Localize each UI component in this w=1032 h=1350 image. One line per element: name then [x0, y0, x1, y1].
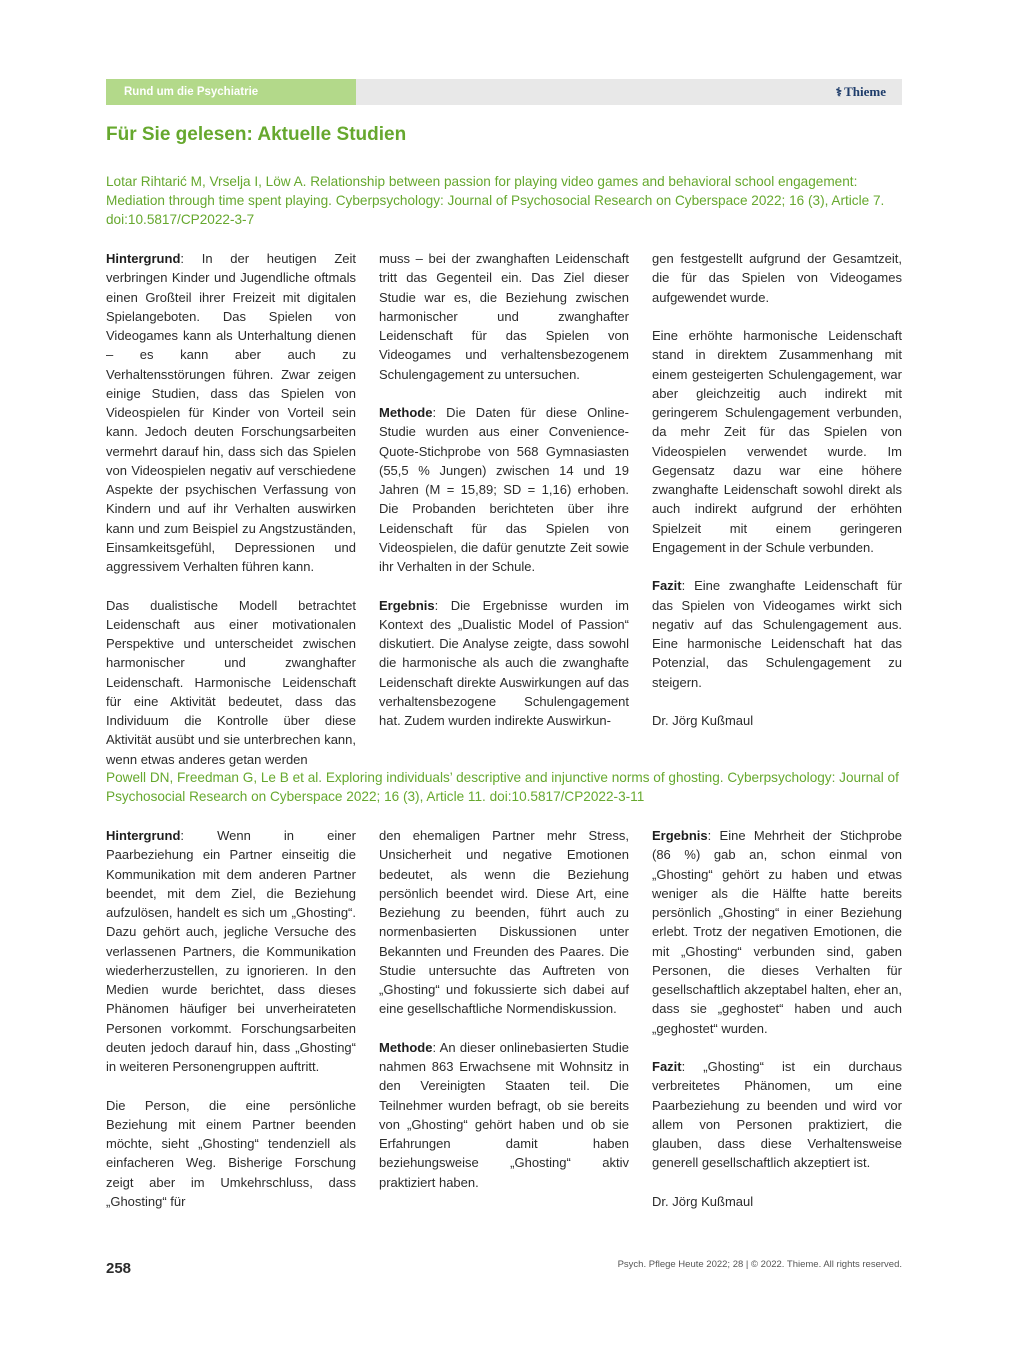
- methode-text: : An dieser onlinebasierten Studie nahmen 863 Erwachsene mit Wohnsitz in den Vereinigten Staaten teil. Die Teilnehmer wurden befragt, ob sie bereits von „Ghosting“ gehört haben und ob sie Erfahrungen damit haben beziehungsweise „Ghosting“ aktiv praktiziert haben.: [379, 1039, 629, 1190]
- hintergrund-label: Hintergrund: [106, 251, 181, 266]
- article-author: Dr. Jörg Kußmaul: [652, 713, 754, 728]
- article-2-citation: Powell DN, Freedman G, Le B et al. Exploring individuals’ descriptive and injunctive norms of ghosting. Cyberpsychology: Journal of Psychosocial Research on Cyberspace 2022; 16 (3), Article 11. doi:10.5817/CP2022-3-11: [106, 770, 899, 805]
- journal-info: Psych. Pflege Heute 2022; 28 | © 2022. Thieme. All rights reserved.: [617, 1259, 902, 1270]
- ergebnis-text: gen festgestellt aufgrund der Gesamtzeit, die für das Spielen von Videogames aufgewendet wurde.: [652, 251, 902, 305]
- fazit-label: Fazit: [652, 578, 682, 594]
- section-tag: Rund um die Psychiatrie: [106, 79, 356, 105]
- publisher-brand: [836, 79, 886, 105]
- article-1-column-3: [652, 249, 902, 730]
- ergebnis-text: Eine erhöhte harmonische Leidenschaft stand in direktem Zusammenhang mit einem gesteigerten Schulengagement, war aber gleichzeitig auch indirekt mit geringerem Schulengagement verbunden, da mehr Zeit für das Spielen von Videospielen verwendet wurde. Im Gegensatz dazu war eine höhere zwanghafte Leidenschaft sowohl direkt als auch indirekt aufgrund der erhöhten Spielzeit mit einem geringeren Engagement in der Schule verbunden.: [652, 328, 902, 555]
- ergebnis-text: : Eine Mehrheit der Stichprobe (86 %) gab an, schon einmal von „Ghosting“ gehört zu haben und etwas weniger als die Hälfte hatte bereits persönlich „Ghosting“ in einer Beziehung erlebt. Trotz der negativen Emotionen, die mit „Ghosting“ verbunden sind, gaben Personen, die dieses Verhalten für gesellschaftlich akzeptabel halten, eher an, dass sie „geghostet“ haben und auch „geghostet“ wurden.: [652, 828, 902, 1036]
- hintergrund-text: muss – bei der zwanghaften Leidenschaft tritt das Gegenteil ein. Das Ziel dieser Studie war es, die Beziehung zwischen harmonischer und zwanghafter Leidenschaft für das Spielen von Videogames und verhaltensbezogenem Schulengagement zu untersuchen.: [379, 251, 629, 382]
- article-2-column-2: [379, 826, 629, 1192]
- hintergrund-label: Hintergrund: [106, 828, 181, 843]
- article-2-column-1: [106, 826, 356, 1211]
- thieme-logo-icon: ⚕: [835, 85, 843, 99]
- hintergrund-text: den ehemaligen Partner mehr Stress, Unsicherheit und negative Emotionen bedeutet, als wenn die Beziehung persönlich beendet wird. Diese Art, eine Beziehung zu beenden, führt auch zu normenbasierten Diskussionen unter Bekannten und Freunden des Paares. Die Studie untersuchte das Auftreten von „Ghosting“ und fokussierte sich dabei auf eine gesellschaftliche Normendiskussion.: [379, 828, 629, 1017]
- article-author: Dr. Jörg Kußmaul: [652, 1193, 754, 1209]
- methode-text: : Die Daten für diese Online-Studie wurden aus einer Convenience-Quote-Stichprobe von 568 Gymnasiasten (55,5 % Jungen) zwischen 14 und 19 Jahren (M = 15,89; SD = 1,16) erhoben. Die Probanden berichteten über ihre Leidenschaft für das Spielen von Videospielen, die dafür genutzte Zeit sowie ihr Verhalten in der Schule.: [379, 405, 629, 574]
- article-1-citation: Lotar Rihtarić M, Vrselja I, Löw A. Relationship between passion for playing video games and behavioral school engagement: Mediation through time spent playing. Cyberpsychology: Journal of Psychosocial Research on Cyberspace 2022; 16 (3), Article 7. doi:10.5817/CP2022-3-7: [106, 174, 885, 228]
- article-2-column-3: [652, 826, 902, 1211]
- page-header: [106, 79, 902, 105]
- ergebnis-label: Ergebnis: [379, 597, 435, 613]
- page-title: Für Sie gelesen: Aktuelle Studien: [106, 124, 407, 145]
- brand-name: Thieme: [844, 84, 886, 99]
- fazit-label: Fazit: [652, 1059, 682, 1074]
- ergebnis-text: : Die Ergebnisse wurden im Kontext des „Dualistic Model of Passion“ diskutiert. Die Analyse zeigte, dass sowohl die harmonische als auch die zwanghafte Leidenschaft direkte Auswirkungen auf das verhaltensbezogene Schulengagement hat. Zudem wurden indirekte Auswirkun-: [379, 597, 629, 728]
- hintergrund-text: : Wenn in einer Paarbeziehung ein Partner einseitig die Kommunikation mit dem anderen Partner beendet, mit dem Ziel, die Beziehung aufzulösen, handelt es sich um „Ghosting“. Dazu gehört auch, jegliche Versuche des verlassenen Partners, die Kommunikation wiederherzustellen, zu ignorieren. In den Medien wurde berichtet, dass dieses Phänomen häufiger bei unverheirateten Personen vorkommt. Forschungsarbeiten deuten jedoch darauf hin, dass „Ghosting“ in weiteren Personengruppen auftritt.: [106, 828, 356, 1074]
- hintergrund-text: : In der heutigen Zeit verbringen Kinder und Jugendliche oftmals einen Großteil ihrer Freizeit mit digitalen Spielangeboten. Das Spielen von Videogames kann als Unterhaltung dienen – es kann aber auch zu Verhaltensstörungen führen. Zwar zeigen einige Studien, dass das Spielen von Videospielen für Kinder von Vorteil sein kann. Jedoch deuten Forschungsarbeiten vermehrt darauf hin, dass sich das Spielen von Videospielen negativ auf verschiedene Aspekte der psychischen Verfassung von Kindern und auf ihr Verhalten auswirken kann und zum Beispiel zu Angstzuständen, Einsamkeitsgefühl, Depressionen und aggressivem Verhalten führen kann.: [106, 251, 356, 574]
- ergebnis-label: Ergebnis: [652, 828, 708, 843]
- article-1-column-2: [379, 249, 629, 730]
- fazit-text: : Eine zwanghafte Leidenschaft für das Spielen von Videogames wirkt sich negativ auf das Schulengagement aus. Eine harmonische Leidenschaft hat das Potenzial, das Schulengagement zu steigern.: [652, 578, 902, 690]
- methode-label: Methode: [379, 405, 433, 420]
- page-number: 258: [106, 1260, 132, 1277]
- hintergrund-text: Die Person, die eine persönliche Beziehung mit einem Partner beenden möchte, sieht „Ghosting“ tendenziell als einfacheren Weg. Bisherige Forschung zeigt aber im Umkehrschluss, dass „Ghosting“ für: [106, 1097, 356, 1209]
- hintergrund-text: Das dualistische Modell betrachtet Leidenschaft aus einer motivationalen Perspektive und unterscheidet zwischen harmonischer und zwanghafter Leidenschaft. Harmonische Leidenschaft für eine Aktivität bedeutet, dass das Individuum die Kontrolle über diese Aktivität ausübt und sie unterbrechen kann, wenn etwas anderes getan werden: [106, 597, 356, 767]
- fazit-text: : „Ghosting“ ist ein durchaus verbreitetes Phänomen, um eine Paarbeziehung zu beenden und wird vor allem von Personen praktiziert, die glauben, dass diese Verhaltensweise generell gesellschaftlich akzeptiert ist.: [652, 1059, 902, 1171]
- article-1-column-1: [106, 249, 356, 769]
- methode-label: Methode: [379, 1039, 433, 1055]
